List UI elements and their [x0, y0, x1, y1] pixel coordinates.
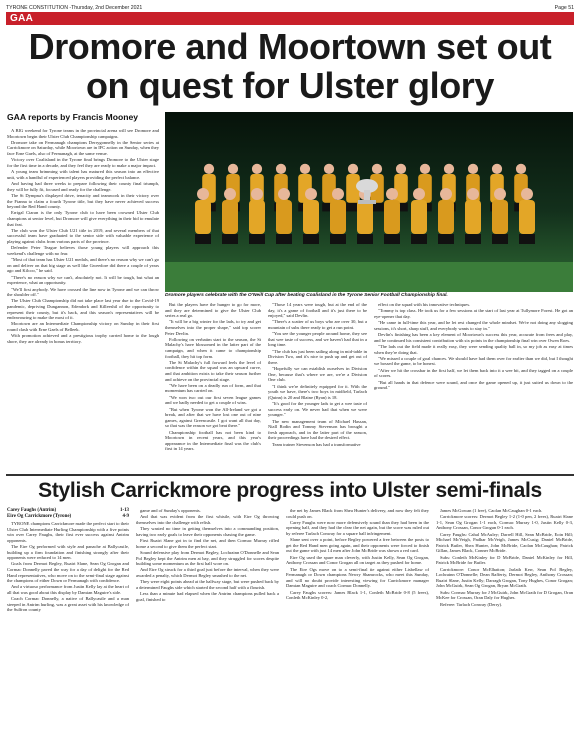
player-figure	[249, 200, 265, 234]
paragraph: "There's a scatter of us boys who are over 30, but a mountain of subs there ready to get a run point.	[268, 319, 367, 330]
player-head	[444, 164, 454, 174]
player-head	[372, 164, 382, 174]
paragraph: "We have been on a deadly run of form, and that momentum has carried on.	[165, 382, 261, 394]
paragraph: "Those 14 years were tough, but at the end of the day, it's a game of football and it's just there to be enjoyed," said Devlin.	[268, 302, 367, 319]
player-shorts	[249, 234, 265, 244]
paragraph: "We won two out our first seven league games and we badly needed to get a couple of wins.	[165, 394, 261, 406]
player-figure	[276, 200, 292, 234]
paragraph: "We'll first anybody. We have crossed the line now in Tyrone and we can throw the shoulder off."	[7, 286, 159, 298]
story1-column-1	[7, 128, 159, 470]
scoreline-row-away	[7, 514, 129, 520]
paragraph: "Tommy is top class. He took us for a few sessions at the start of last year at Tullymore Forest. He got an eye-opener that day.	[374, 308, 573, 319]
paragraph: "He came in full-time this year, and he let rest changed the whole mindset. We're not doing any slogging sessions, it's short, sharp stuff, and everybody wants to stay in."	[374, 320, 573, 331]
photo-caption: Dromore players celebrate with the O'Neill Cup after beating Coalisland in the Tyrone Senior Football Championship final.	[165, 293, 448, 298]
player-figure	[322, 174, 336, 203]
player-head	[468, 164, 478, 174]
player-head	[278, 188, 290, 200]
player-shorts	[303, 234, 319, 244]
paragraph: With promotion achieved and a prestigious trophy carried home to the lough shore, they are already in bonus territory.	[7, 333, 159, 344]
second-headline: Stylish Carrickmore progress into Ulster semi-finals	[38, 479, 542, 502]
player-head	[197, 188, 209, 200]
player-head	[521, 188, 533, 200]
story1-column-2	[165, 302, 261, 472]
paragraph: "But all hands in that defence were sound, and once the game opened up, it just suited us down to the ground."	[374, 379, 573, 391]
player-head	[276, 164, 286, 174]
player-figure	[222, 200, 238, 234]
paragraph: the net by James Black from Shea Hunter's delivery, and now they felt they could push on.	[286, 508, 429, 519]
player-shorts	[492, 234, 508, 244]
player-head	[386, 188, 398, 200]
paragraph: Victory over Coalisland in the Tyrone final brings Dromore to the Ulster stage for the first time in a decade, and they feel they are ready to make a major impact.	[7, 157, 159, 168]
player-shorts	[519, 234, 535, 244]
player-head	[300, 164, 310, 174]
masthead	[6, 3, 574, 12]
paragraph: Carey Faughs scorers: James Black 1-1, Conleth McBride 0-8 (5 frees), Conleth McKinley 0-2,	[286, 589, 429, 601]
scoreline	[7, 508, 129, 519]
paragraph: Subs: Cormac Murray for J McGuirk, John McGrath for D Grogan, Oran McKee for Crossan, Oran Daly for Hughes.	[436, 589, 573, 601]
player-head	[492, 164, 502, 174]
main-headline: Dromore and Moortown set out on quest for Ulster glory	[28, 26, 552, 106]
paragraph: Defender Peter Teague believes those young players will approach this weekend's challenge with no fear.	[7, 245, 159, 256]
player-head	[228, 164, 238, 174]
paragraph: A BIG weekend for Tyrone teams in the provincial arena will see Dromore and Moortown begin their Ulster Club Championship campaigns.	[7, 128, 159, 139]
paragraph: Carrickmore scorers: Dermot Begley 1-2 (1-0 pen, 2 frees), Ruairi Slane 1-1, Sean Og Grogan 1-1 each, Cormac Murray 1-0, Justin Kelly 0-3, Anthony Crossan, Conor Grogan 0-1 each.	[436, 514, 573, 531]
paragraph: "You see the younger people around home, they see that wee taste of success, and we haven't had that in a long time.	[268, 331, 367, 348]
paragraph: Coach Cormac Donnelly, a native of Ballycastle and a man steeped in Antrim hurling, was a great asset with his knowledge of the Sulfron county	[7, 596, 129, 613]
paragraph: And a virtuoso performance from Justin Kelly lay at the heart of all that was good about this display by Damian Maguire's side.	[7, 584, 129, 595]
player-head	[348, 164, 358, 174]
paragraph: Subs: Conleth McKinley for D McBride, Daniel McKinley for Hill, Patrick McBride for Butler.	[436, 554, 573, 566]
paragraph: The St Malachy's full forward feels the level of confidence within the squad was an upward curve, and that ambition exists to take their season further and achieve on the provincial stage.	[165, 359, 261, 382]
player-shorts	[438, 234, 454, 244]
paragraph: The Eire Og performed with style and panache at Ballycastle, building up a firm foundation and finishing strongly after their opponents were reduced to 14 men.	[7, 543, 129, 561]
player-head	[324, 164, 334, 174]
player-shorts	[222, 234, 238, 244]
paragraph: The Eire Ogs move on to a semi-final tie against either Lisbellaw of Fermanagh or Down champions Newry Shamrocks, who meet this Sunday, and will no doubt provide interesting viewing for Carrickmore manager Damian Maguire and coach Cormac Donnelly.	[286, 566, 429, 589]
player-figure	[492, 200, 508, 234]
paragraph: Errigal Ciaran is the only Tyrone club to have been crowned Ulster Club champions at senior level, but Dromore will give everything in their bid to emulate that feat.	[7, 210, 159, 227]
paragraph: game and of Sunday's opponents.	[140, 508, 201, 513]
paragraph: effect on the squad with his innovative techniques.	[378, 302, 471, 307]
player-head	[252, 164, 262, 174]
paragraph: And Eire Og struck for a third goal just before the interval, when they were awarded a penalty, which Dermot Begley smashed to the net.	[136, 567, 279, 578]
player-figure	[357, 200, 373, 234]
paragraph: Sound defensive play from Dermot Begley, Lochrainn O'Donnelle and Sean Pol Begley kept the Antrim men at bay, and they struggled for scores despite building some momentum as the first half wore on.	[136, 550, 279, 567]
paragraph: They were eight points ahead at the halfway stage, but were pushed back by a determined Faughs side which started the second half with a flourish.	[136, 579, 279, 590]
player-head	[420, 164, 430, 174]
paragraph: "It's good for the younger lads to get a wee taste of success early on. We never had that when we were younger."	[268, 401, 367, 418]
paragraph: The new management team of Michael Hassan, Niall Rodin and Tommy Stevenson has brought a fresh approach, and in the latter part of the season, their proceedings have had the desired effect.	[268, 418, 367, 441]
section-label: GAA	[10, 13, 34, 24]
paragraph: "There's no reason why we can't, absolutely not. It will be tough, but what an experience, what an opportunity.	[7, 274, 159, 286]
player-head	[396, 164, 406, 174]
paragraph: Following on verbatim start to the season, the St Malachy's have blossomed in the latter part of the campaign, and when it came to championship football, they hit top form.	[165, 336, 261, 359]
paragraph: James McGowan (1 free), Caolan McCaughan 0-1 each.	[440, 508, 543, 513]
player-shorts	[465, 234, 481, 244]
player-head	[516, 164, 526, 174]
paragraph: Carrickmore: Conor McElhatton; Jarlath Kerr, Sean Pol Begley, Lochrainn O'Donnelle; Dean Rafferty, Dermot Begley, Anthony Crossan; Ruairi Slane, Justin Kelly; Darragh Grogan, Tony Hughes, Conor Grogan; John McGuirk, Sean Og Grogan, Bryan McGrath.	[436, 566, 573, 589]
paragraph: The St Dympna's displayed drive, tenacity and teamwork in their victory over the Fianna to claim a fourth Tyrone title, but they have never achieved success beyond the Red Hand county.	[7, 193, 159, 210]
paragraph: But the players have the hunger to go for more, and they are determined to give the Ulster Club series a real go.	[165, 302, 261, 319]
player-figure	[438, 200, 454, 234]
player-head	[204, 164, 214, 174]
player-figure	[195, 200, 211, 234]
paragraph: "Hopefully we can establish ourselves in Division One, because that's where we are, we're a Division One club.	[268, 366, 367, 383]
story1-column-4	[374, 302, 573, 472]
player-shorts	[276, 234, 292, 244]
player-head	[251, 188, 263, 200]
player-shorts	[357, 234, 373, 244]
paragraph: The Ulster Club Championship did not take place last year due to the Covid-19 pandemic, depriving Dungannon, Edendork and Killeeshil of the opportunity to represent their county, but it's back, and this season's representatives will be endeavouring to make the most of it.	[7, 298, 159, 321]
page-number: Page 51	[554, 4, 574, 11]
player-head	[440, 188, 452, 200]
player-head	[224, 188, 236, 200]
paragraph: They wasted no time in getting themselves into a commanding position, having two early goals to leave their opponents chasing the game.	[136, 526, 279, 537]
team-home: Carey Faughs (Antrim)	[7, 508, 57, 513]
paragraph: "I think we're definitely equipped for it. With the youth we have, there's two boys in midfield, Tarlach (Quinn) is 20 and Blaine (Ryan) is 18.	[268, 383, 367, 400]
paragraph: "After we hit the crossbar in the first half, we let them back into it a wee bit, and they tagged on a couple of scores.	[374, 367, 573, 379]
player-head	[467, 188, 479, 200]
team-away: Eire Og Carrickmore (Tyrone)	[7, 513, 72, 519]
player-shorts	[411, 234, 427, 244]
player-shorts	[195, 234, 211, 244]
player-head	[413, 188, 425, 200]
story2-column-2	[136, 508, 279, 730]
paragraph: "We missed a couple of goal chances. We should have had them over for earlier than we did, but I thought we bossed the game, to be honest.	[374, 355, 573, 367]
player-head	[332, 188, 344, 200]
paragraph: Goals from Dermot Begley, Ruairi Slane, Sean Og Grogan and Cormac Donnelly paved the way for a day of delight for the Red Hand representatives, who move on to the semi-final stage against the champions of either Down or Fermanagh with confidence.	[7, 561, 129, 584]
player-figure	[330, 200, 346, 234]
story2-column-1	[7, 521, 129, 730]
paragraph: Carey Faughs were now more defensively sound than they had been in the opening half, and they had the clear the net again, but the score was ruled out by referee Tarlach Conway for a square ball infringement.	[286, 519, 429, 536]
score-away: 4-9	[122, 513, 129, 519]
paragraph: Carey Faughs: Cahal McAuley; Darrell Hill, Sean McBride, Eoin Hill; Michael McVeigh, Padhar McVeigh, James McCusig; Daniel McBride, Patrick Butler, Shea Hunter, John McBride, Caolan McCaughan; Patrick Gillan, James Black, Conner McBride.	[436, 531, 573, 554]
player-figure	[384, 200, 400, 234]
player-head	[305, 188, 317, 200]
paragraph: Team trainer Stevenson has had a transformative	[272, 441, 361, 447]
score-home: 1-13	[120, 508, 129, 513]
paragraph: Slane sent over a point, before Begley powered a free between the posts to get the Red Hand men going again, and their opponents were forced to finish out the game with just 14 men after John McBride was shown a red card.	[286, 537, 429, 554]
paragraph: TYRONE champions Carrickmore made the perfect start to their Ulster Club Intermediate Hurling Championship with a five points win over Carey Faughs, their first ever success against Antrim opponents.	[7, 521, 129, 543]
paragraph: "But when Tyrone won the All-Ireland we got a break, and after that we have lost one out of nine games, against Greencastle. I got want all that day, so that was the reason we got beat there."	[165, 406, 261, 429]
team-photo	[165, 112, 573, 292]
paragraph: And having had three weeks to prepare following their county final triumph, they will be fully fit, focused and ready for the challenge.	[7, 181, 159, 192]
paragraph: The club won the Ulster Club U21 title in 2019, and several members of that successful team have graduated to the senior side with valuable experience of playing against clubs from various parts of the province.	[7, 227, 159, 244]
story1-column-3	[268, 302, 367, 472]
paragraph: "The club has just been sailing along in mid-table in Division Two, and it's nice to push up and get out of there.	[268, 348, 367, 365]
paragraph: "It will be a big winter for the lads, to try and get themselves into the proper shape," said top scorer Peter Devlin.	[165, 319, 261, 336]
player-figure	[394, 174, 408, 203]
story2-column-3	[286, 508, 429, 730]
paragraph: And that was evident from the first whistle, with Eire Og throwing themselves into the challenge with relish.	[136, 514, 279, 525]
paragraph: Moortown are an Intermediate Championship victory on Sunday in their first round clash with Erne Gaels of Belleek.	[7, 321, 159, 332]
player-figure	[303, 200, 319, 234]
paragraph: Less than a minute had elapsed when the Antrim champions pulled back a goal, finished to	[136, 591, 279, 602]
paragraph: Referee: Tarlach Conway (Derry).	[440, 601, 503, 607]
masthead-date: TYRONE CONSTITUTION -Thursday, 2nd December 2021	[6, 4, 143, 11]
player-shorts	[330, 234, 346, 244]
paragraph: Devlin's finishing has been a key element of Moortown's success this year, accurate from frees and play, and he continued his consistent contribution with six points in the championship final win over Owen Roes.	[374, 332, 573, 343]
story2-column-4	[436, 508, 573, 730]
paragraph: Championship football has not been kind to Moortown in recent years, and this year's appearance in the Intermediate final was the club's first in 14 years.	[165, 429, 261, 452]
paragraph: A young team brimming with talent has matured this season into an effective unit, with a handful of experienced players providing the perfect balance.	[7, 169, 159, 180]
paragraph: "Most of that team has Ulster U21 medals, and there's no reason why we can't go on and deliver on that big stage as well like Gweedore did there a couple of years ago and Kilcoo," he said.	[7, 257, 159, 274]
paragraph: First Ruairi Slane got in to find the net, and then Cormac Murray rifled home a second to give them the perfect start.	[136, 538, 279, 549]
section-banner	[6, 12, 574, 25]
player-figure	[411, 200, 427, 234]
paragraph: "The lads out the field made it really easy, they were sending quality ball in, so my job as easy at times when they're doing that.	[374, 344, 573, 355]
player-figure	[519, 200, 535, 234]
player-head	[494, 188, 506, 200]
paragraph: Dromore take on Fermanagh champions Derrygonnelly in the Senior series at Carrickmore on Saturday, while Moortown are in IFC action on Sunday, when they face Erne Gaels, also of Fermanagh, at the same venue.	[7, 139, 159, 156]
player-figure	[465, 200, 481, 234]
article-divider	[6, 474, 574, 476]
byline: GAA reports by Francis Mooney	[7, 112, 138, 122]
player-shorts	[384, 234, 400, 244]
paragraph: Eire Og used the spare man cleverly, with Justin Kelly, Sean Og Grogan, Anthony Crossan and Conor Grogan all on target as they pushed for home.	[286, 554, 429, 566]
